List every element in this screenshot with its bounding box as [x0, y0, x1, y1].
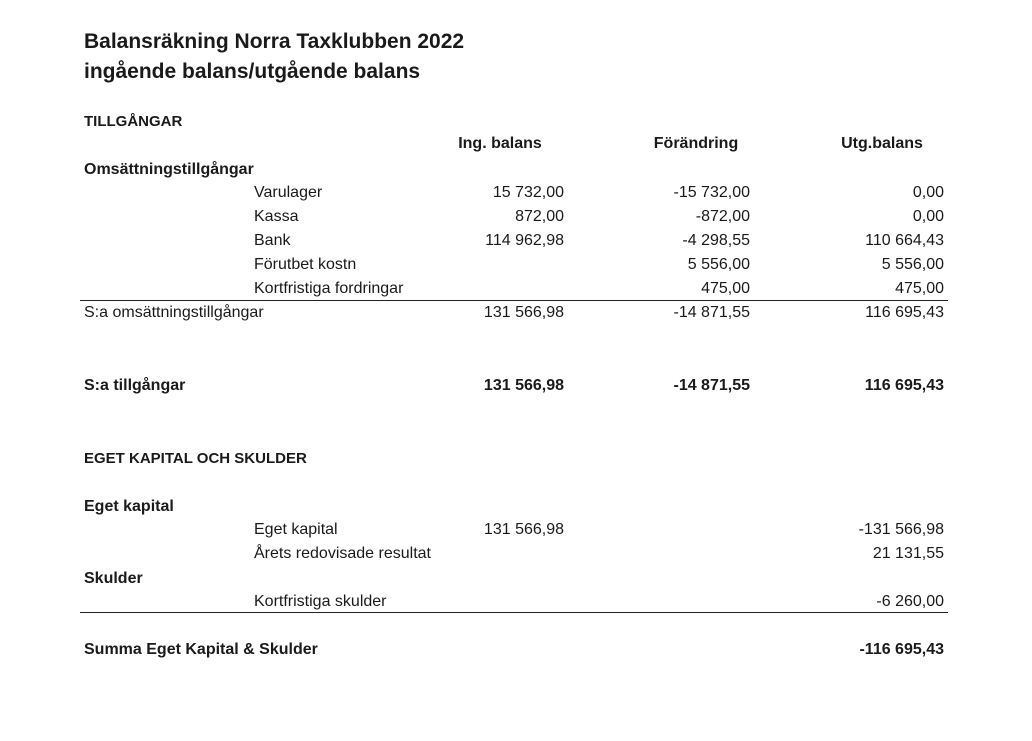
row-utg-value: 0,00: [912, 184, 944, 201]
subtotal-ing-value: 131 566,98: [483, 304, 564, 321]
row-label: Kortfristiga fordringar: [254, 280, 404, 297]
liabilities-heading: Skulder: [84, 570, 143, 587]
row-label: Bank: [254, 232, 291, 249]
assets-heading: TILLGÅNGAR: [84, 113, 183, 130]
subtotal-change-value: -14 871,55: [673, 304, 750, 321]
row-ing-value: 114 962,98: [485, 232, 564, 249]
total-assets-ing-value: 131 566,98: [483, 377, 564, 394]
row-change-value: 5 556,00: [687, 256, 750, 273]
row-utg-value: 5 556,00: [881, 256, 944, 273]
column-header-utg: Utg.balans: [841, 135, 923, 152]
row-utg-value: 0,00: [912, 208, 944, 225]
row-change-value: -15 732,00: [673, 184, 750, 201]
row-label: Varulager: [254, 184, 323, 201]
equity-liabilities-heading: EGET KAPITAL OCH SKULDER: [84, 450, 307, 467]
total-assets-label: S:a tillgångar: [84, 377, 186, 394]
document-title: Balansräkning Norra Taxklubben 2022: [84, 30, 465, 53]
row-ing-value: 15 732,00: [492, 184, 564, 201]
row-change-value: -4 298,55: [682, 232, 750, 249]
row-label: Årets redovisade resultat: [254, 545, 431, 562]
row-label: Kassa: [254, 208, 299, 225]
document-subtitle: ingående balans/utgående balans: [84, 60, 421, 83]
row-utg-value: -131 566,98: [858, 521, 944, 538]
column-header-ing: Ing. balans: [458, 135, 542, 152]
subtotal-label: S:a omsättningstillgångar: [84, 304, 264, 321]
current-assets-heading: Omsättningstillgångar: [84, 161, 254, 178]
total-equity-liabilities-utg-value: -116 695,43: [859, 641, 944, 658]
row-label: Förutbet kostn: [254, 256, 357, 273]
row-ing-value: 131 566,98: [483, 521, 564, 538]
row-utg-value: 475,00: [895, 280, 944, 297]
row-utg-value: 21 131,55: [872, 545, 944, 562]
row-label: Kortfristiga skulder: [254, 593, 387, 610]
row-label: Eget kapital: [254, 521, 338, 538]
row-change-value: 475,00: [701, 280, 750, 297]
subtotal-utg-value: 116 695,43: [865, 304, 944, 321]
equity-heading: Eget kapital: [84, 498, 174, 515]
row-change-value: -872,00: [695, 208, 750, 225]
total-assets-change-value: -14 871,55: [673, 377, 750, 394]
subtotal-divider: [80, 300, 948, 301]
total-divider: [80, 612, 948, 613]
total-assets-utg-value: 116 695,43: [864, 377, 944, 394]
row-ing-value: 872,00: [515, 208, 564, 225]
row-utg-value: 110 664,43: [865, 232, 944, 249]
row-utg-value: -6 260,00: [876, 593, 944, 610]
total-equity-liabilities-label: Summa Eget Kapital & Skulder: [84, 641, 318, 658]
column-header-change: Förändring: [653, 135, 739, 152]
